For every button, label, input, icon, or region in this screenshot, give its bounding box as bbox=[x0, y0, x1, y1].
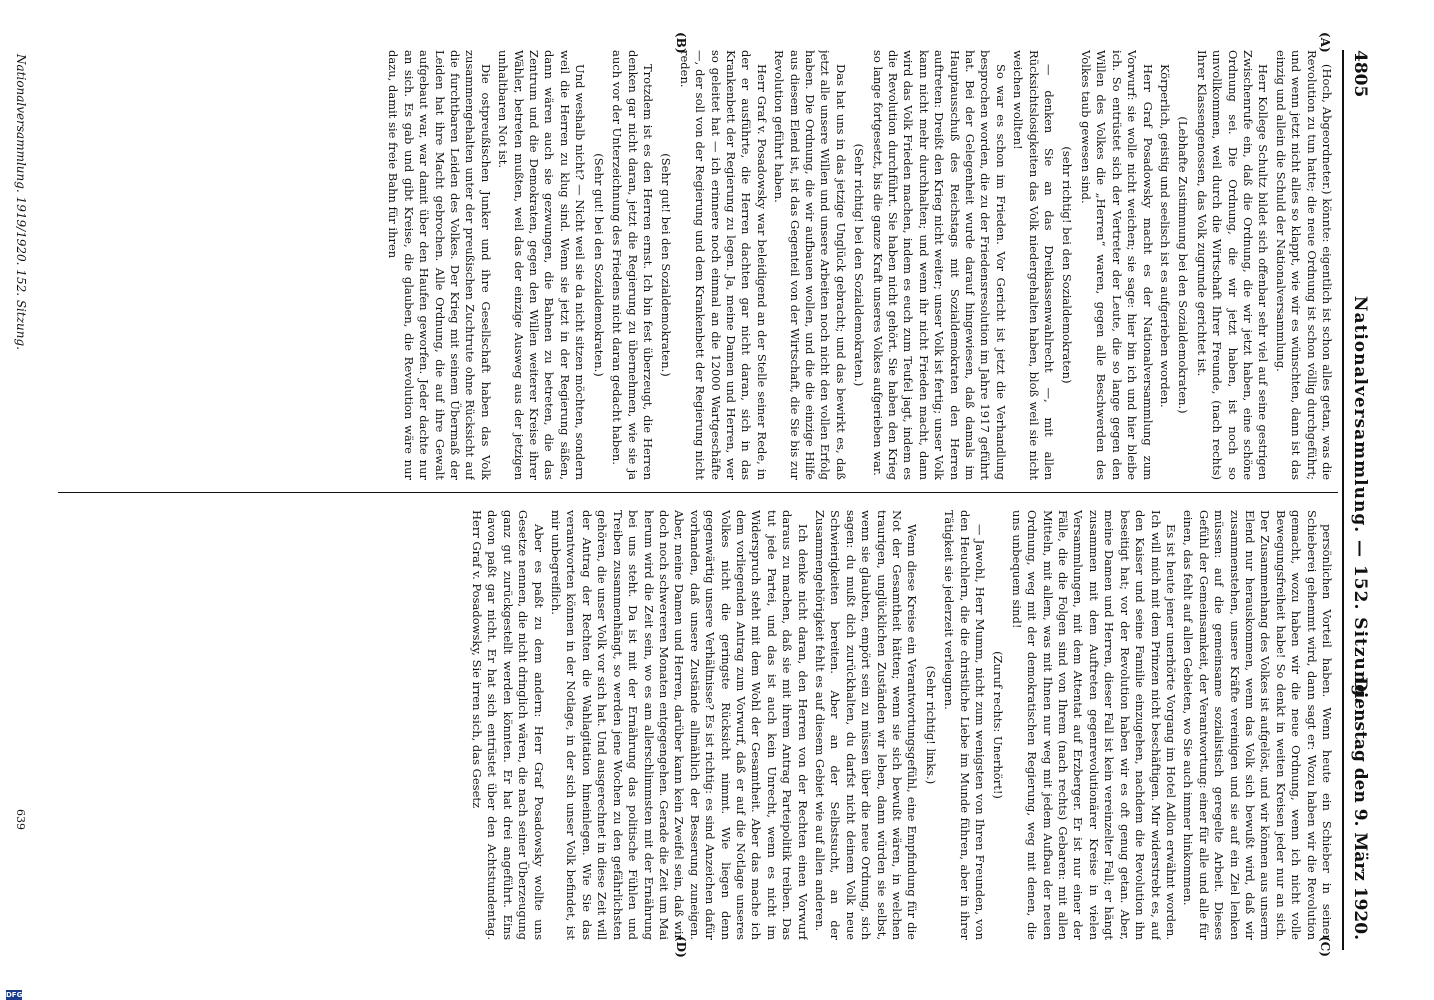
paragraph: Herr Graf v. Posadowsky war beleidigend an der Stelle seiner Rede, in der er ausführte, die Herren dachten gar nicht daran, sich in das Krankenbett der Regierung zu legen. Ja, meine Damen und Herren, wer so geleitet hat — ich erinnere noch einmal an die 12000 Wartgeschäfte —, der soll von der Regierung und dem Krankenbett der Regierung nicht reden. bbox=[677, 50, 769, 480]
paragraph: (Zuruf rechts: Unerhört!) bbox=[991, 651, 1006, 799]
paragraph: (sehr richtig! bei den Sozialdemokraten) bbox=[1060, 146, 1075, 384]
header-date: Dienstag den 9. März 1920. bbox=[1350, 677, 1370, 940]
margin-marker-c: (C) bbox=[1318, 936, 1332, 957]
paragraph: Ich denke nicht daran, den Herren von der Rechten einen Vorwurf daraus zu machen, daß sie mit ihrem Antrag Parteipolitik treiben. Das tut jede Partei, und das ist auch kein Unrecht, wenn es nicht im Widerspruch steht mit dem Wohl der Gesamtheit. Aber das mache ich dem vorliegenden Antrag zum Vorwurf, daß er auf die Notlage unseres Volkes nicht die geringste Rücksicht nimmt. Wie liegen denn gegenwärtig unsere Verhältnisse? Es ist richtig: es sind Anzeichen dafür vorhanden, daß unsere Zustände allmählich der Besserung zuneigen. Aber, meine Damen und Herren, darüber kann kein Zweifel sein, daß wir doch noch schwereren Monaten entgegengehen. Gerade die Zeit um Mai herum wird die Zeit sein, wo es am allerschlimmsten mit der Ernährung bei uns steht. Da ist mit der Ernährung das politische Fühlen und Treiben zusammenhängt, so werden jene Wochen zu den gefährlichsten gehören, die unser Volk vor sich hat. Und ausgerechnet in diese Zeit will der Antrag der Rechten die Wahlagitation hineinlegen. Wie Sie das verantworten können in der Notlage, in der sich unser Volk befindet, ist mir unbegreiflich. bbox=[549, 510, 810, 940]
paragraph: — denken Sie an das Dreiklassenwahlrecht —, mit allen Rücksichtslosigkeiten das Volk niedergehalten haben, bloß weil sie nicht weichen wollten! bbox=[1011, 50, 1057, 480]
margin-marker-d: (D) bbox=[674, 936, 688, 958]
column-divider bbox=[58, 492, 1338, 493]
paragraph: Aber es paßt zu dem andern: Herr Graf Posadowsky wollte uns Gesetze nennen, die nicht dringlich wären, die nach seiner Überzeugung ganz gut zurückgestellt werden könnten. Er hat drei angeführt. Eins davon paßt gar nicht. Er hat sich entrüstet über den Achtstundentag. Herr Graf v. Posadowsky, Sie irren sich, das Gesetz bbox=[470, 510, 546, 940]
header-rule bbox=[1342, 50, 1344, 950]
paragraph: (Lebhafte Zustimmung bei den Sozialdemokraten.) bbox=[1176, 116, 1191, 414]
paragraph: Wenn diese Kreise ein Verantwortungsgefühl, eine Empfindung für die Not der Gesamtheit hätten; wenn sie sich bewußt wären, in welchen traurigen, unglücklichen Zuständen wir leben, dann würden sie selbst, wenn sie glaubten, empört sein zu müssen über die neue Ordnung, sich sagen: du mußt dich zurückhalten, du darfst nicht deinem Volk neue Schwierigkeiten bereiten. Aber an der Selbstsucht, an der Zusammengehörigkeit fehlt es auf diesem Gebiet wie auf allen anderen. bbox=[813, 510, 920, 940]
margin-marker-b: (B) bbox=[674, 32, 688, 54]
paragraph: persönlichen Vorteil haben. Wenn heute ein Schieber in seiner Schieberei gehemmt wird, dann sagt er: Wozu haben wir die Revolution gemacht, wozu haben wir die neue Ordnung, wenn ich nicht volle Bewegungsfreiheit habe! So denkt in weiten Kreisen jeder nur an sich. Der Zusammenhang des Volkes ist aufgelöst, und wir können aus unserm Elend nur herauskommen, wenn das Volk sich bewußt wird, daß wir zusammenstehen, unsere Kräfte vereinigen und sie auf ein Ziel lenken müssen: auf die gemeinsame sozialistisch geregelte Arbeit. Dieses Gefühl der Gemeinsamkeit, der Verantwortung: einer für alle und alle für einen, das fehlt auf allen Gebieten, wo Sie auch immer hinkommen. bbox=[1181, 510, 1334, 940]
margin-marker-a: (A) bbox=[1318, 32, 1332, 53]
left-column bbox=[64, 50, 1334, 480]
footer-page-number: 639 bbox=[14, 809, 27, 830]
paragraph: Herr Graf Posadowsky macht es der Nationalversammlung zum Vorwurf: sie wolle nicht weichen; sie sage: hier bin ich und hier bleibe ich. So entrüstet sich der Vertreter der Leute, die so lange gegen den Willen des Volkes die „Herren“ waren, gegen alle Beschwerden des Volkes taub gewesen sind. bbox=[1078, 50, 1155, 480]
header-title: Nationalversammlung. — 152. Sitzung. bbox=[1350, 295, 1370, 705]
page-footer: Nationalversammlung. 1919/1920. 152. Sitzung. bbox=[14, 54, 28, 350]
dfg-logo: DFG bbox=[6, 991, 23, 999]
paragraph: Und weshalb nicht? — Nicht weil sie da nicht sitzen möchten, sondern weil die Herren zu klug sind. Wenn sie jetzt in der Regierung säßen, dann wären auch sie gezwungen, die Bahnen zu betreten, die das Zentrum und die Demokraten, gegen den Willen weiterer Kreise ihrer Wähler, betreten mußten, weil das der einzige Ausweg aus der jetzigen unhaltbaren Not ist. bbox=[496, 50, 588, 480]
paragraph: Die ostpreußischen Junker und ihre Gesellschaft haben das Volk zusammengehalten unter der preußischen Zuchtrute ohne Rücksicht auf die furchtbaren Leiden des Volkes. Der Krieg mit seinem Übermaß der Leiden hat ihre Macht gebrochen. Alle Ordnung, die auf ihre Gewalt aufgebaut war, war damit über den Haufen geworfen. Jeder dachte nur an sich. Es gab und gibt Kreise, die glauben, die Revolution wäre nur dazu, damit sie freie Bahn für ihren bbox=[386, 50, 493, 480]
paragraph: Körperlich, geistig und seelisch ist es aufgerieben worden. bbox=[1157, 64, 1172, 408]
paragraph: Das hat uns in das jetzige Unglück gebracht; und das bewirkt es, daß jetzt alle unsere Willen und unsere Arbeiten noch nicht den vollen Erfolg haben. Die Ordnung, die wir aufbauen wollen, und die die einzige Hilfe aus diesem Elend ist, ist das Gegenteil von der Wirtschaft, die Sie bis zur Revolution geführt haben. bbox=[772, 50, 848, 480]
header-page-number: 4805 bbox=[1350, 50, 1370, 98]
page-header bbox=[1346, 30, 1370, 970]
paragraph: Trotzdem ist es den Herren ernst. Ich bin fest überzeugt, die Herren denken gar nicht daran, jetzt die Regierung zu übernehmen, wie sie ja auch vor der Unterzeichnung des Friedens nicht daran gedacht haben. bbox=[610, 50, 655, 480]
paragraph: (Sehr gut! bei den Sozialdemokraten.) bbox=[591, 153, 606, 377]
paragraph: (Sehr richtig! bei den Sozialdemokraten.) bbox=[852, 143, 867, 387]
paragraph: (Sehr gut! bei den Sozialdemokraten.) bbox=[659, 153, 674, 377]
paragraph: Herr Kollege Schultz bildet sich offenbar sehr viel auf seine gestrigen Zwischenrufe ein, daß die Ordnung, die wir jetzt haben, eine schöne Ordnung sei. Die Ordnung, die wir jetzt haben, ist noch so unvollkommen, weil durch die Wirtschaft Ihrer Freunde, (nach rechts) Ihrer Klassengenossen, das Volk zugrunde gerichtet ist. bbox=[1194, 50, 1271, 480]
paragraph: (Hoch, Abgeordneter.) könnte: eigentlich ist schon alles getan, was die Revolution zu tun hatte; die neue Ordnung ist schon völlig durchgeführt; und wenn jetzt nicht alles so klappt, wie wir es wünschten, dann ist das einzig und allein die Schuld der Nationalversammlung. bbox=[1273, 50, 1334, 480]
paragraph: So war es schon im Frieden. Vor Gericht ist jetzt die Verhandlung besprochen worden, die zu der Friedensresolution im Jahre 1917 geführt hat. Bei der Gelegenheit wurde darauf hingewiesen, daß damals im Hauptausschuß des Reichstags mit Sozialdemokraten den Herren auftreten: Dreißt den Krieg nicht weiter; unser Volk ist fertig; unser Volk kann nicht mehr durchhalten; und wenn ihr nicht Frieden macht, dann wird das Volk Frieden machen, indem es euch zum Teufel jagt, indem es die Revolution durchführt. Sie haben nicht gehört. Sie haben den Krieg so lange fortgesetzt, bis die ganze Kraft unseres Volkes aufgerieben war. bbox=[870, 50, 1008, 480]
paragraph: Es ist heute jener unerhörte Vorgang im Hotel Adlon erwähnt worden. Ich will mich mit dem Prinzen nicht beschäftigen. Mir widerstrebt es, auf den Kaiser und seine Familie einzugehen, nachdem die Revolution ihn beseitigt hat; vor der Revolution haben wir es oft genug getan. Aber, meine Damen und Herren, dieser Fall ist kein vereinzelter Fall; er hängt zusammen mit dem Auftreten gegenrevolutionärer Kreise in vielen Versammlungen, mit dem Attentat auf Erzberger. Er ist nur einer der Fälle, die die Folgen sind von Ihrem (nach rechts) Gebaren: mit allen Mitteln, mit allem, was mit Ihnen nur weg mit jedem Aufbau der neuen Ordnung, weg mit der demokratischen Regierung, weg mit denen, die uns unbequem sind! bbox=[1009, 510, 1178, 940]
paragraph: (Sehr richtig! links.) bbox=[923, 665, 938, 785]
right-column bbox=[64, 510, 1334, 940]
document-page bbox=[0, 30, 1378, 970]
paragraph: — Jawohl, Herr Mumm, nicht zum wenigsten von Ihren Freunden, von den Heuchlern, die die christliche Liebe im Munde führen, aber in ihrer Tätigkeit sie jederzeit verleugnen. bbox=[942, 510, 988, 940]
